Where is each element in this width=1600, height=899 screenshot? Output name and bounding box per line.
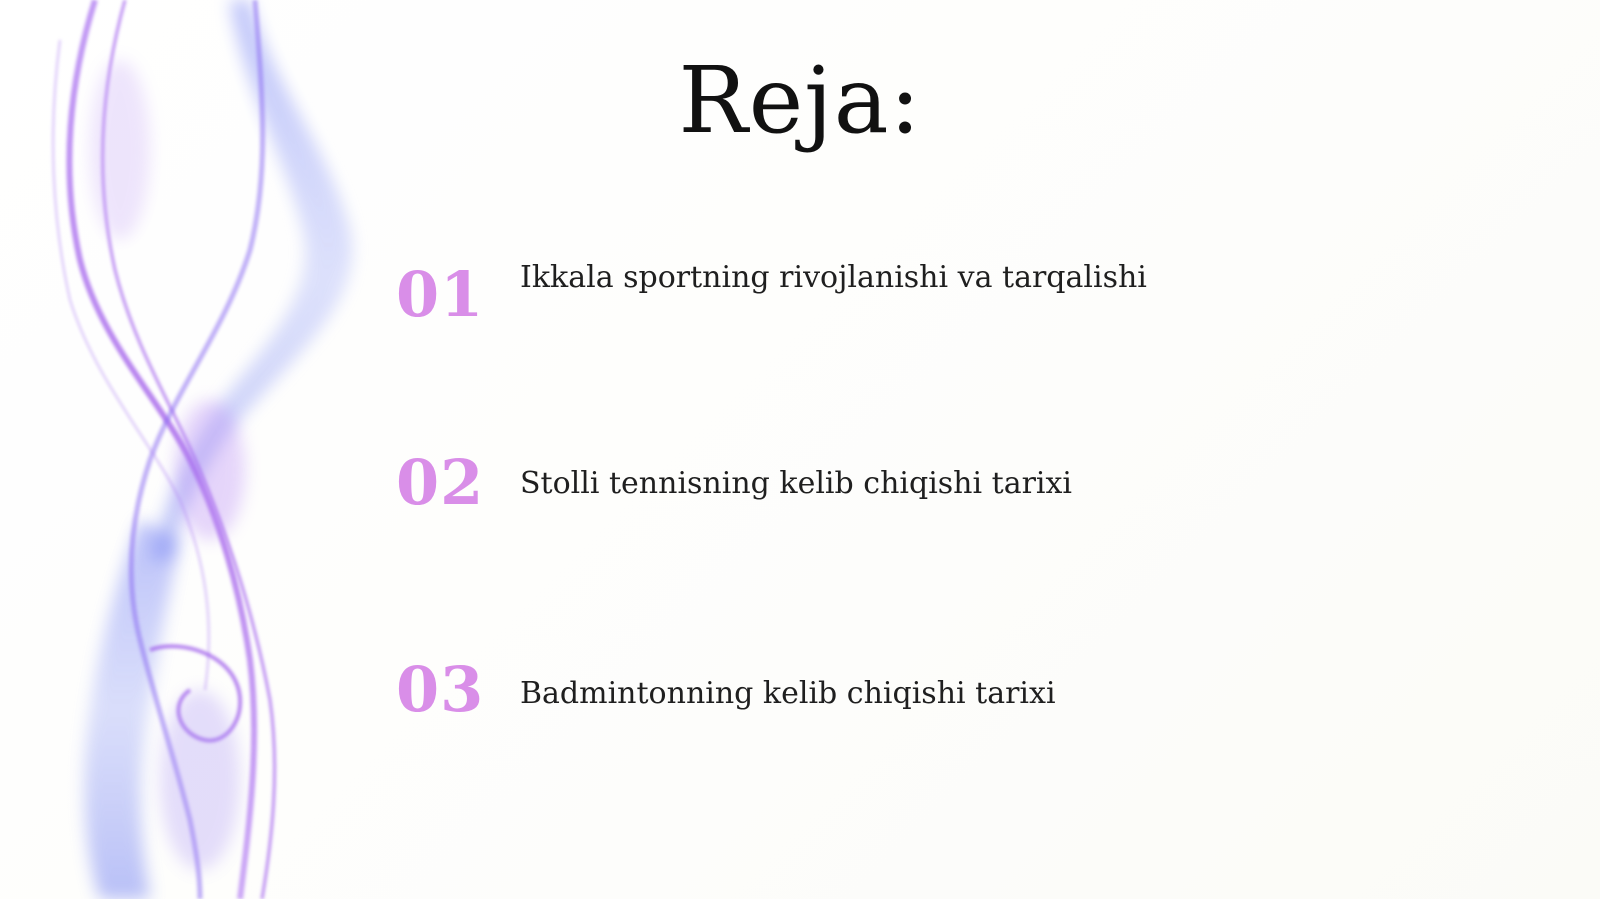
agenda-item-3 [396, 651, 1396, 741]
agenda-item-label: Badmintonning kelib chiqishi tarixi [520, 676, 1056, 711]
agenda-item-1 [396, 256, 1396, 346]
agenda-item-2 [396, 444, 1396, 534]
agenda-item-label: Stolli tennisning kelib chiqishi tarixi [520, 466, 1073, 501]
agenda-item-label: Ikkala sportning rivojlanishi va tarqalishi [520, 260, 1147, 295]
agenda-item-number: 02 [396, 446, 485, 519]
slide-title: Reja: [678, 47, 922, 154]
agenda-item-number: 03 [396, 653, 485, 726]
agenda-item-number: 01 [396, 258, 485, 331]
